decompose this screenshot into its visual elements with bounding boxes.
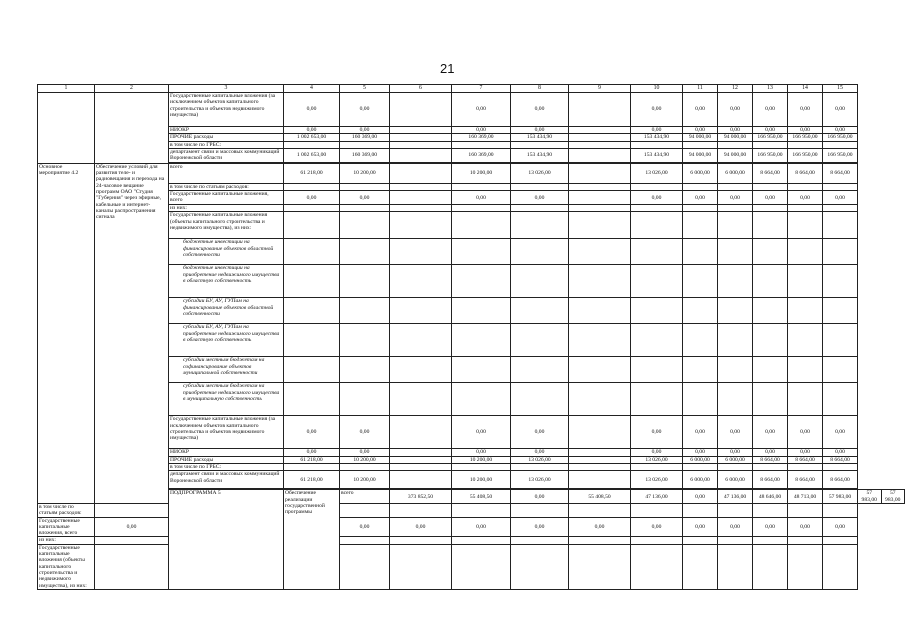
cell-value: 10 200,00 [340,163,390,183]
cell-value: 57 983,00 [823,490,858,504]
row-label: всего [169,163,284,183]
cell-value [390,471,452,489]
col-header: 11 [683,85,718,93]
table-row [38,490,905,504]
cell-value: 13 026,00 [631,456,683,463]
row-label: бюджетные инвестиции на финансирование объектов областной собственности [169,239,284,265]
cell-value: 160 369,00 [340,134,390,141]
table-row [38,357,905,383]
row-label: в том числе по статьям расходов: [169,183,284,190]
cell-value: 13 026,00 [631,163,683,183]
cell-value: 61 218,00 [284,163,340,183]
cell-value: 1 002 653,00 [284,134,340,141]
cell-value: 8 664,00 [823,163,858,183]
cell-value: 6 000,00 [683,163,718,183]
row-label: департамент связи и массовых коммуникаций Воронежской области [169,471,284,489]
cell-value: 0,00 [683,127,718,134]
row-label: субсидии местным бюджетам на софинансирование объектов муниципальной собственности [169,357,284,383]
col-header: 15 [823,85,858,93]
cell-value: 55 408,50 [452,490,511,504]
cell-value: 0,00 [718,191,753,205]
row-label: субсидии БУ, АУ, ГУПам на приобретение недвижимого имущества в областную собственность [169,324,284,357]
cell-value: 0,00 [340,127,390,134]
row-label: бюджетные инвестиции на приобретение недвижимого имущества в областную собственность [169,265,284,298]
cell-value: 0,00 [683,191,718,205]
cell-value: 0,00 [788,416,823,449]
col-header: 7 [452,85,511,93]
cell-value: 0,00 [452,517,511,537]
table-row [38,141,905,148]
cell-value: 13 026,00 [511,471,569,489]
table-row [38,239,905,265]
subprogram-name: Обеспечение реализации государственной программы [284,490,340,589]
col-header: 1 [38,85,95,93]
cell-value [390,416,452,449]
cell-value: 0,00 [284,416,340,449]
row-group-cell [38,93,95,164]
cell-value: 0,00 [788,93,823,127]
cell-value: 0,00 [788,191,823,205]
cell-value: 0,00 [631,416,683,449]
table-row [38,191,905,205]
subprogram-code: ПОДПРОГРАММА 5 [169,490,284,589]
cell-value: 166 950,00 [788,148,823,162]
cell-value [390,163,452,183]
cell-value: 6 000,00 [718,163,753,183]
cell-value [569,134,631,141]
row-label: Государственные капитальные вложения (за исключением объектов капитального строительства и объектов недвижимого имущества) [169,93,284,127]
row-label: ПРОЧИЕ расходы [169,134,284,141]
row-label: из них: [169,205,284,212]
cell-value: 57 983,00 [858,490,882,504]
cell-value: 8 664,00 [788,471,823,489]
cell-value: 6 000,00 [683,471,718,489]
cell-value: 0,00 [390,517,452,537]
cell-value: 13 026,00 [631,471,683,489]
cell-value: 0,00 [511,416,569,449]
cell-value: 61 218,00 [284,471,340,489]
page-number: 21 [440,61,455,76]
cell-value: 0,00 [340,449,390,456]
cell-value: 10 200,00 [340,456,390,463]
cell-value: 0,00 [823,93,858,127]
cell-value: 0,00 [340,517,390,537]
cell-value: 0,00 [753,517,788,537]
cell-value: 13 026,00 [511,163,569,183]
activity-code: Основное мероприятие 4.2 [38,163,95,503]
row-label: Государственные капитальные вложения (объекты капитального строительства и недвижимого имущества), из них: [169,212,284,239]
col-header: 6 [390,85,452,93]
row-label: Государственные капитальные вложения (объекты капитального строительства и недвижимого имущества), из них: [38,544,95,589]
col-header: 5 [340,85,390,93]
cell-value: 166 950,00 [823,134,858,141]
cell-value [569,456,631,463]
row-label: Государственные капитальные вложения (за исключением объектов капитального строительства и объектов недвижимого имущества) [169,416,284,449]
row-label: в том числе по ГРБС: [169,464,284,471]
cell-value [569,163,631,183]
table-row [38,416,905,449]
cell-value [390,456,452,463]
row-label: ПРОЧИЕ расходы [169,456,284,463]
cell-value [569,416,631,449]
table-row [38,205,905,212]
cell-value: 0,00 [511,490,569,504]
row-label: Государственные капитальные вложения, всего [169,191,284,205]
table-row [38,517,905,537]
col-header: 14 [788,85,823,93]
row-label: из них: [38,537,95,544]
table-row [38,456,905,463]
row-label: департамент связи и массовых коммуникаций Воронежской области [169,148,284,162]
cell-value: 0,00 [823,191,858,205]
cell-value: 1 002 653,00 [284,148,340,162]
activity-name: Обеспечение условий для развития теле- и радиовещания и перехода на 24-часовое вещание программ ОАО "Студия "Губерния" через эфирные, кабельные и интернет-каналы распространения сигнала [95,163,169,503]
row-label: субсидии местным бюджетам на приобретение недвижимого имущества в муниципальную собственность [169,383,284,416]
cell-value: 0,00 [718,416,753,449]
row-label: субсидии БУ, АУ, ГУПам на финансирование объектов областной собственности [169,298,284,324]
cell-value: 94 000,00 [718,134,753,141]
cell-value: 0,00 [511,93,569,127]
cell-value: 0,00 [95,517,169,537]
cell-value: 166 950,00 [753,134,788,141]
row-label: Государственные капитальные вложения, всего [38,517,95,537]
cell-value: 0,00 [753,416,788,449]
cell-value: 0,00 [511,449,569,456]
row-group-cell [95,93,169,164]
cell-value: 166 950,00 [823,148,858,162]
cell-value: 0,00 [340,191,390,205]
cell-value: 0,00 [753,127,788,134]
col-header: 3 [169,85,284,93]
col-header: 10 [631,85,683,93]
cell-value: 0,00 [631,517,683,537]
col-header: 2 [95,85,169,93]
cell-value: 0,00 [788,449,823,456]
table-row [38,93,905,127]
cell-value: 6 000,00 [718,471,753,489]
table-row [38,183,905,190]
table-row [38,212,905,239]
cell-value: 0,00 [631,93,683,127]
row-label: НИОКР [169,449,284,456]
cell-value: 8 664,00 [753,163,788,183]
table-row [38,503,905,517]
table-row [38,324,905,357]
cell-value [390,148,452,162]
cell-value: 57 983,00 [881,490,905,504]
cell-value: 8 664,00 [788,456,823,463]
cell-value: 0,00 [452,127,511,134]
cell-value: 0,00 [718,127,753,134]
cell-value [390,93,452,127]
cell-value: 8 664,00 [753,456,788,463]
cell-value: 0,00 [683,517,718,537]
cell-value: 0,00 [718,517,753,537]
cell-value: 47 136,00 [631,490,683,504]
cell-value: 0,00 [631,127,683,134]
cell-value: 61 218,00 [284,456,340,463]
col-header: 8 [511,85,569,93]
cell-value: 0,00 [683,449,718,456]
col-header: 9 [569,85,631,93]
cell-value: 0,00 [823,127,858,134]
cell-value: 8 664,00 [753,471,788,489]
row-label: в том числе по статьям расходов: [38,503,95,517]
cell-value: 0,00 [452,191,511,205]
cell-value: 373 852,50 [390,490,452,504]
cell-value: 0,00 [340,93,390,127]
cell-value: 0,00 [340,416,390,449]
cell-value [390,191,452,205]
cell-value: 160 369,00 [340,148,390,162]
cell-value: 10 200,00 [340,471,390,489]
cell-value: 0,00 [631,191,683,205]
cell-value: 153 434,90 [631,134,683,141]
cell-value [390,449,452,456]
cell-value: 166 950,00 [788,134,823,141]
cell-value: 0,00 [284,93,340,127]
table-row [38,464,905,471]
cell-value: 48 713,00 [788,490,823,504]
cell-value: 166 950,00 [753,148,788,162]
table-row [38,148,905,162]
budget-table [37,84,905,590]
cell-value: 160 369,00 [452,134,511,141]
cell-value: 0,00 [452,93,511,127]
cell-value: 0,00 [718,449,753,456]
table-row [38,265,905,298]
row-label: в том числе по ГРБС: [169,141,284,148]
col-header: 12 [718,85,753,93]
cell-value: 0,00 [683,490,718,504]
cell-value [569,191,631,205]
table-row [38,471,905,489]
cell-value: 0,00 [511,127,569,134]
cell-value: 0,00 [718,93,753,127]
cell-value: 48 646,00 [753,490,788,504]
row-label: НИОКР [169,127,284,134]
cell-value [569,449,631,456]
cell-value: 0,00 [683,416,718,449]
cell-value: 0,00 [284,127,340,134]
cell-value: 0,00 [683,93,718,127]
table-row [38,134,905,141]
table-row [38,127,905,134]
cell-value: 10 200,00 [452,456,511,463]
cell-value: 94 000,00 [718,148,753,162]
cell-value: 0,00 [753,191,788,205]
cell-value: 0,00 [823,416,858,449]
cell-value: 13 026,00 [511,456,569,463]
col-header: 4 [284,85,340,93]
table-row [38,298,905,324]
cell-value [569,127,631,134]
cell-value: 10 200,00 [452,163,511,183]
table-row [38,383,905,416]
cell-value: 160 369,00 [452,148,511,162]
table-row [38,449,905,456]
cell-value: 0,00 [511,191,569,205]
cell-value: 0,00 [753,93,788,127]
cell-value: 10 200,00 [452,471,511,489]
cell-value: 153 434,90 [511,134,569,141]
header-row [38,85,905,93]
cell-value: 0,00 [511,517,569,537]
cell-value: 55 408,50 [569,490,631,504]
table-row [38,163,905,183]
cell-value [569,148,631,162]
cell-value: 153 434,90 [511,148,569,162]
cell-value: 0,00 [788,517,823,537]
cell-value: 8 664,00 [823,471,858,489]
row-label: всего [340,490,390,504]
cell-value: 6 000,00 [718,456,753,463]
cell-value: 0,00 [631,449,683,456]
table-row [38,537,905,544]
cell-value: 0,00 [284,449,340,456]
table-row [38,544,905,589]
cell-value: 94 000,00 [683,134,718,141]
cell-value: 0,00 [788,127,823,134]
cell-value: 94 000,00 [683,148,718,162]
cell-value: 0,00 [823,449,858,456]
col-header: 13 [753,85,788,93]
cell-value [569,93,631,127]
cell-value: 0,00 [284,191,340,205]
cell-value [390,134,452,141]
cell-value: 0,00 [569,517,631,537]
cell-value: 0,00 [823,517,858,537]
cell-value: 8 664,00 [788,163,823,183]
cell-value: 47 136,00 [718,490,753,504]
cell-value: 0,00 [753,449,788,456]
cell-value [569,471,631,489]
cell-value: 8 664,00 [823,456,858,463]
cell-value: 153 434,90 [631,148,683,162]
cell-value: 0,00 [452,449,511,456]
cell-value: 0,00 [452,416,511,449]
cell-value: 6 000,00 [683,456,718,463]
cell-value [390,127,452,134]
